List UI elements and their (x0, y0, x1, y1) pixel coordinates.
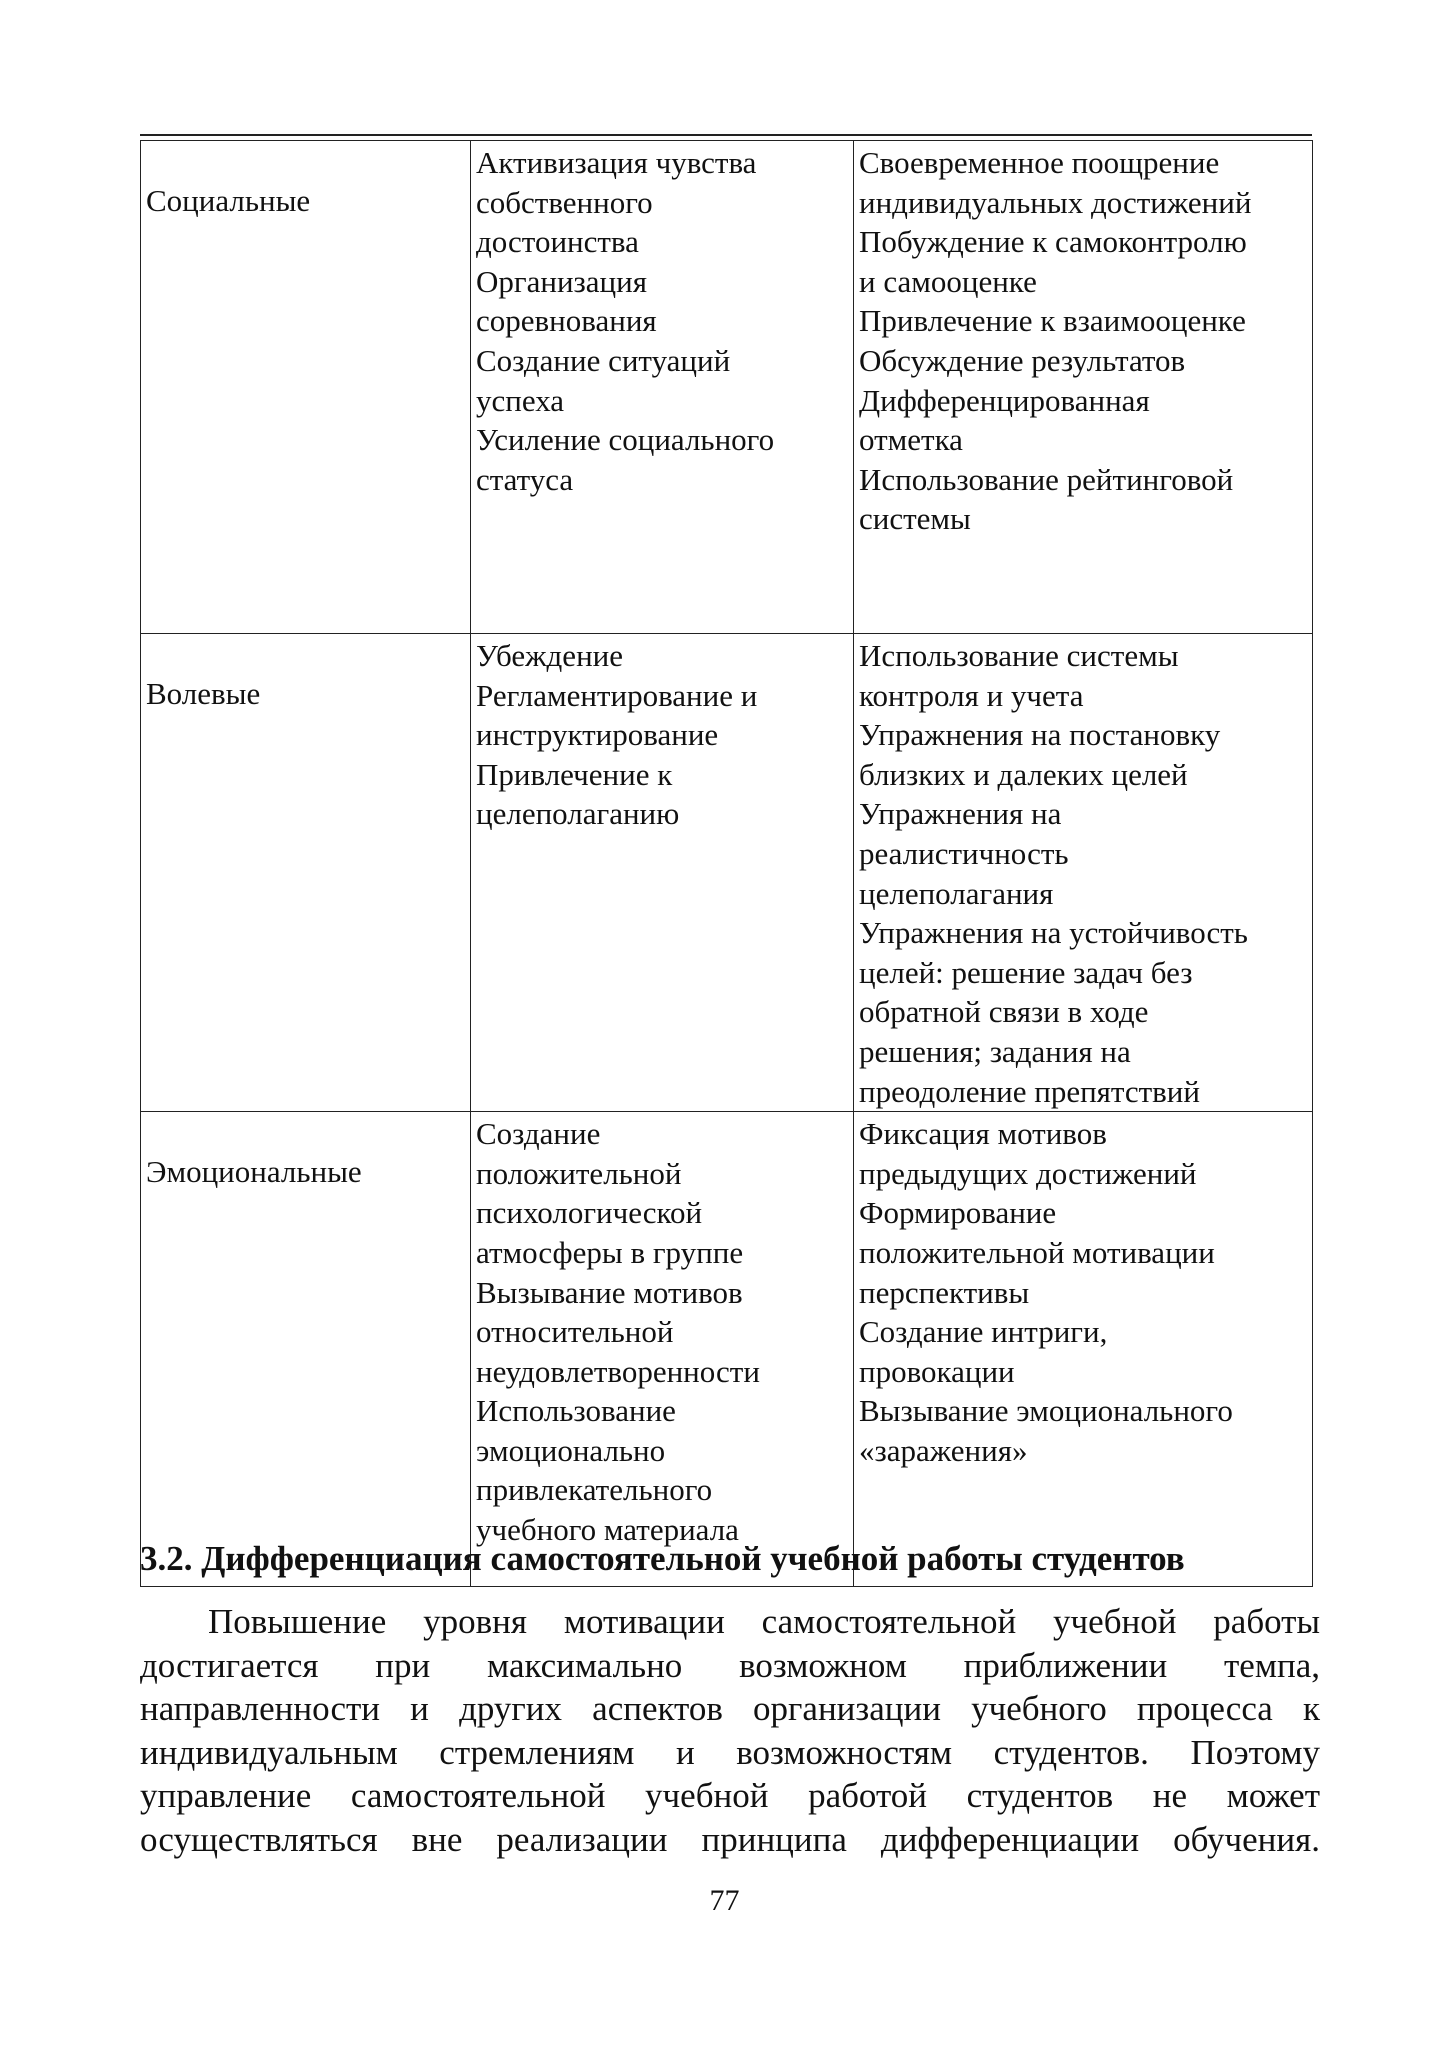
cell-line: Активизация чувства (476, 145, 757, 180)
cell-line: Усиление социального (476, 422, 775, 458)
cell-line: Привлечение к (476, 756, 673, 792)
cell-line: Упражнения на постановку (859, 717, 1221, 753)
cell-line: Вызывание мотивов (476, 1274, 743, 1310)
cell-line: положительной (476, 1155, 682, 1191)
section-heading: 3.2. Дифференциация самостоятельной учебной работы студентов (140, 1539, 1185, 1578)
cell-line: относительной (476, 1314, 674, 1350)
section-paragraph (140, 1600, 1320, 1861)
cell-line: обратной связи в ходе (859, 994, 1149, 1030)
table-row-emotional (141, 1112, 1313, 1587)
cell-line: целеполаганию (476, 796, 680, 832)
cell-line: успеха (476, 382, 565, 418)
cell-line: эмоционально (476, 1432, 666, 1468)
category-cell (141, 1112, 471, 1587)
cell-line: предыдущих достижений (859, 1155, 1197, 1191)
methods-cell (471, 141, 854, 634)
cell-line: целеполагания (859, 875, 1054, 911)
paragraph-line: индивидуальным стремлениям и возможностям студентов. Поэтому (140, 1732, 1320, 1772)
cell-line: и самооценке (859, 263, 1037, 299)
techniques-cell (854, 1112, 1313, 1587)
page-number: 77 (709, 1884, 740, 1917)
cell-line: собственного (476, 184, 653, 220)
cell-line: системы (859, 501, 971, 537)
paragraph-line: управление самостоятельной учебной работой студентов не может (140, 1776, 1320, 1815)
cell-line: психологической (476, 1195, 703, 1231)
table-top-rule (140, 134, 1312, 136)
cell-line: близких и далеких целей (859, 756, 1188, 792)
cell-line: целей: решение задач без (859, 954, 1193, 990)
cell-line: контроля и учета (859, 677, 1084, 713)
table-row-volitional (141, 634, 1313, 1112)
cell-line: отметка (859, 422, 963, 458)
cell-line: провокации (859, 1353, 1015, 1389)
cell-line: Убеждение (476, 638, 624, 673)
paragraph-line: направленности и других аспектов организации учебного процесса к (140, 1689, 1320, 1728)
category-cell (141, 141, 471, 634)
cell-line: положительной мотивации (859, 1234, 1215, 1270)
cell-line: Обсуждение результатов (859, 342, 1186, 378)
cell-line: Использование системы (859, 638, 1179, 673)
cell-line: Использование (476, 1393, 676, 1429)
motivation-methods-table (140, 140, 1313, 1587)
cell-line: Фиксация мотивов (859, 1116, 1107, 1152)
cell-line: соревнования (476, 303, 657, 339)
category-label: Эмоциональные (146, 1154, 362, 1190)
cell-line: статуса (476, 461, 574, 497)
cell-line: учебного материала (476, 1512, 739, 1548)
category-label: Волевые (146, 676, 261, 711)
paragraph-line: достигается при максимально возможном приближении темпа, (140, 1645, 1320, 1685)
cell-line: Формирование (859, 1195, 1057, 1231)
cell-line: Организация (476, 263, 647, 299)
methods-cell (471, 1112, 854, 1587)
cell-line: Привлечение к взаимооценке (859, 303, 1246, 339)
cell-line: Создание ситуаций (476, 342, 731, 378)
techniques-cell (854, 634, 1313, 1112)
cell-line: Создание интриги, (859, 1314, 1108, 1350)
methods-cell (471, 634, 854, 1112)
cell-line: преодоление препятствий (859, 1073, 1200, 1109)
cell-line: Упражнения на устойчивость (859, 915, 1248, 951)
category-cell (141, 634, 471, 1112)
paragraph-line: Повышение уровня мотивации самостоятельной учебной работы (208, 1602, 1320, 1641)
cell-line: Дифференцированная (859, 382, 1150, 418)
cell-line: неудовлетворенности (476, 1353, 760, 1389)
cell-line: атмосферы в группе (476, 1234, 744, 1270)
paragraph-line: осуществляться вне реализации принципа дифференциации обучения. (140, 1819, 1320, 1859)
cell-line: решения; задания на (859, 1033, 1131, 1069)
cell-line: Побуждение к самоконтролю (859, 224, 1247, 260)
cell-line: Использование рейтинговой (859, 461, 1234, 497)
table-row-social (141, 141, 1313, 634)
cell-line: «заражения» (859, 1432, 1028, 1468)
cell-line: Вызывание эмоционального (859, 1393, 1233, 1429)
cell-line: Упражнения на (859, 796, 1062, 832)
cell-line: индивидуальных достижений (859, 184, 1252, 220)
cell-line: Создание (476, 1116, 601, 1152)
cell-line: инструктирование (476, 717, 719, 753)
cell-line: перспективы (859, 1274, 1030, 1310)
cell-line: Регламентирование и (476, 677, 758, 713)
cell-line: Своевременное поощрение (859, 145, 1220, 180)
cell-line: привлекательного (476, 1472, 713, 1508)
cell-line: достоинства (476, 224, 639, 260)
techniques-cell (854, 141, 1313, 634)
cell-line: реалистичность (859, 835, 1069, 871)
category-label: Социальные (146, 183, 311, 218)
